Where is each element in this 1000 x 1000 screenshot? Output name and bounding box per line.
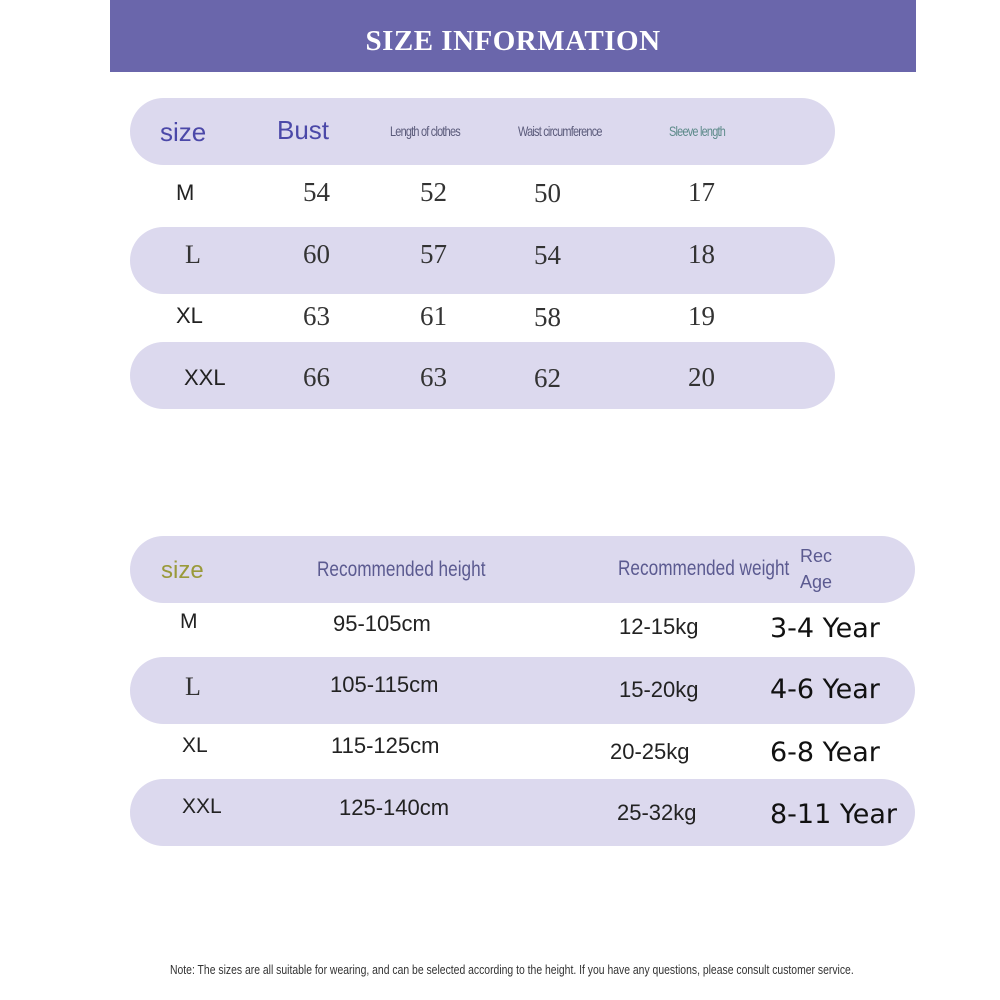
- table1-cell-sleeve: 19: [688, 301, 715, 331]
- table1-cell-waist: 54: [534, 240, 561, 270]
- table1-cell-bust: 60: [303, 239, 330, 269]
- table2-cell-weight: 25-32kg: [617, 800, 697, 825]
- table1-cell-sleeve: 18: [688, 239, 715, 269]
- title-banner: [110, 0, 916, 72]
- table2-cell-height: 95-105cm: [333, 611, 431, 636]
- table1-cell-length: 61: [420, 301, 447, 331]
- table2-cell-age: 6-8 Year: [770, 737, 880, 768]
- table1-cell-size: M: [176, 180, 195, 205]
- table1-header-waist: Waist circumference: [518, 123, 602, 139]
- table1-cell-sleeve: 20: [688, 362, 715, 392]
- table2-cell-weight: 20-25kg: [610, 739, 690, 764]
- table1-row-band: [130, 227, 835, 294]
- table2-header-height: Recommended height: [317, 558, 486, 581]
- table2-cell-size: XL: [182, 734, 208, 757]
- table2-cell-weight: 12-15kg: [619, 614, 699, 639]
- table1-cell-bust: 54: [303, 177, 330, 207]
- table1-cell-waist: 62: [534, 363, 561, 393]
- table2-cell-age: 4-6 Year: [770, 674, 880, 705]
- table1-cell-waist: 58: [534, 302, 561, 332]
- table2-header-age: Age: [800, 572, 833, 592]
- table2-header-band: [130, 536, 915, 603]
- table1-cell-size: XL: [176, 303, 203, 328]
- table1-header-length: Length of clothes: [390, 123, 460, 139]
- table1-header-band: [130, 98, 835, 165]
- table2-cell-height: 125-140cm: [339, 795, 450, 820]
- table2-header-size: size: [161, 557, 204, 584]
- table2-cell-size: XXL: [182, 795, 222, 818]
- table2-cell-weight: 15-20kg: [619, 677, 699, 702]
- table1-cell-bust: 63: [303, 301, 330, 331]
- footer-note: Note: The sizes are all suitable for wearing, and can be selected according to the height. If you have any questions, please consult customer service.: [170, 962, 854, 977]
- table1-row-band: [130, 342, 835, 409]
- table2-header-weight: Recommended weight: [618, 557, 790, 580]
- table2-cell-age: 3-4 Year: [770, 613, 880, 644]
- table1-cell-bust: 66: [303, 362, 330, 392]
- table2-cell-height: 105-115cm: [330, 672, 439, 697]
- table1-cell-length: 63: [420, 362, 447, 392]
- table2-cell-size: L: [185, 672, 201, 701]
- table1-cell-waist: 50: [534, 178, 561, 208]
- table1-cell-length: 57: [420, 239, 447, 269]
- table2-cell-height: 115-125cm: [331, 733, 440, 758]
- table1-cell-length: 52: [420, 177, 447, 207]
- table1-header-size: size: [160, 117, 207, 147]
- table1-cell-size: L: [185, 240, 201, 269]
- table2-header-rec: Rec: [800, 546, 833, 566]
- table1-header-bust: Bust: [277, 115, 330, 145]
- table1-header-sleeve: Sleeve length: [669, 123, 726, 139]
- page-title: SIZE INFORMATION: [365, 24, 661, 57]
- table1-cell-size: XXL: [184, 365, 226, 390]
- table2-cell-age: 8-11 Year: [770, 799, 898, 830]
- table1-cell-sleeve: 17: [688, 177, 715, 207]
- table2-cell-size: M: [180, 610, 198, 633]
